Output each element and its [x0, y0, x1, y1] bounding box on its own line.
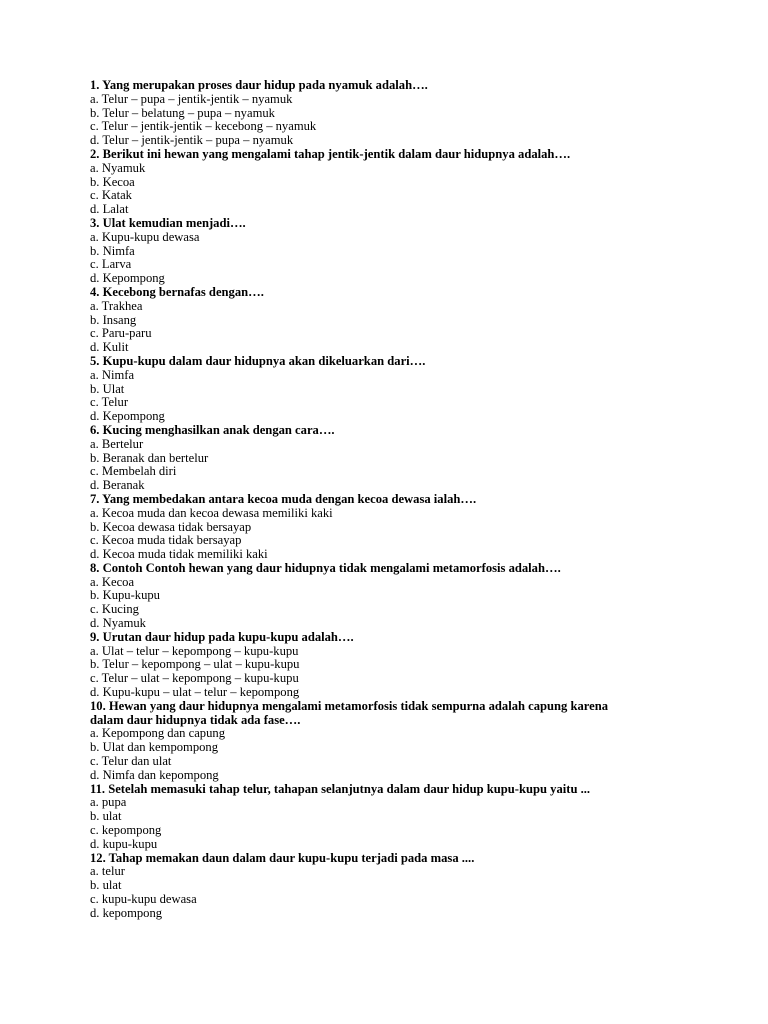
question-text: 11. Setelah memasuki tahap telur, tahapan selanjutnya dalam daur hidup kupu-kupu yaitu ...	[90, 781, 591, 796]
question-7	[90, 493, 680, 562]
option-d: d. Kecoa muda tidak memiliki kaki	[90, 547, 268, 562]
question-2	[90, 148, 680, 217]
option-a: a. Telur – pupa – jentik-jentik – nyamuk	[90, 91, 293, 106]
question-1	[90, 79, 680, 148]
option-d: d. Telur – jentik-jentik – pupa – nyamuk	[90, 133, 294, 148]
option-d: d. Kupu-kupu – ulat – telur – kepompong	[90, 685, 300, 700]
option-b: b. ulat	[90, 809, 122, 824]
option-b: b. Beranak dan bertelur	[90, 450, 209, 465]
option-c: c. kupu-kupu dewasa	[90, 892, 197, 907]
question-text-continued: dalam daur hidupnya tidak ada fase….	[90, 712, 301, 727]
option-d: d. Kepompong	[90, 271, 165, 286]
option-b: b. Ulat dan kempompong	[90, 740, 219, 755]
option-b: b. Kecoa	[90, 174, 135, 189]
option-b: b. Kecoa dewasa tidak bersayap	[90, 519, 252, 534]
question-text: 5. Kupu-kupu dalam daur hidupnya akan dikeluarkan dari….	[90, 353, 426, 368]
question-text: 2. Berikut ini hewan yang mengalami tahap jentik-jentik dalam daur hidupnya adalah….	[90, 146, 571, 161]
option-a: a. Nyamuk	[90, 160, 146, 175]
option-c: c. kepompong	[90, 823, 162, 838]
question-9	[90, 631, 680, 700]
option-c: c. Telur dan ulat	[90, 754, 172, 769]
question-text: 12. Tahap memakan daun dalam daur kupu-kupu terjadi pada masa ....	[90, 850, 475, 865]
question-8	[90, 562, 680, 631]
question-11	[90, 783, 680, 852]
question-3	[90, 217, 680, 286]
option-b: b. Insang	[90, 312, 137, 327]
option-b: b. Telur – kepompong – ulat – kupu-kupu	[90, 657, 300, 672]
option-c: c. Kucing	[90, 602, 139, 617]
option-d: d. Beranak	[90, 478, 145, 493]
option-a: a. Kupu-kupu dewasa	[90, 229, 200, 244]
option-a: a. Trakhea	[90, 298, 143, 313]
option-b: b. Ulat	[90, 381, 125, 396]
option-c: c. Larva	[90, 257, 132, 272]
question-text: 4. Kecebong bernafas dengan….	[90, 284, 264, 299]
option-a: a. Kepompong dan capung	[90, 726, 225, 741]
question-text: 3. Ulat kemudian menjadi….	[90, 215, 246, 230]
option-d: d. kupu-kupu	[90, 836, 158, 851]
question-text: 10. Hewan yang daur hidupnya mengalami metamorfosis tidak sempurna adalah capung karena	[90, 698, 609, 713]
option-d: d. Nimfa dan kepompong	[90, 767, 219, 782]
option-a: a. Kecoa muda dan kecoa dewasa memiliki kaki	[90, 505, 333, 520]
option-d: d. Nyamuk	[90, 616, 146, 631]
question-list	[90, 79, 680, 921]
option-a: a. Bertelur	[90, 436, 144, 451]
question-5	[90, 355, 680, 424]
option-c: c. Telur – jentik-jentik – kecebong – nyamuk	[90, 119, 317, 134]
option-c: c. Telur	[90, 395, 129, 410]
option-b: b. Nimfa	[90, 243, 135, 258]
option-c: c. Membelah diri	[90, 464, 177, 479]
option-a: a. Nimfa	[90, 367, 135, 382]
option-b: b. Kupu-kupu	[90, 588, 160, 603]
option-c: c. Katak	[90, 188, 132, 203]
option-d: d. Kulit	[90, 340, 129, 355]
question-text: 9. Urutan daur hidup pada kupu-kupu adalah….	[90, 629, 354, 644]
question-text: 6. Kucing menghasilkan anak dengan cara….	[90, 422, 335, 437]
option-b: b. Telur – belatung – pupa – nyamuk	[90, 105, 275, 120]
question-4	[90, 286, 680, 355]
question-text: 1. Yang merupakan proses daur hidup pada nyamuk adalah….	[90, 78, 428, 92]
option-d: d. Kepompong	[90, 409, 165, 424]
question-12	[90, 852, 680, 921]
option-d: d. Lalat	[90, 202, 129, 217]
option-a: a. pupa	[90, 795, 127, 810]
question-10	[90, 700, 680, 783]
option-c: c. Paru-paru	[90, 326, 152, 341]
option-d: d. kepompong	[90, 905, 163, 920]
option-c: c. Kecoa muda tidak bersayap	[90, 533, 242, 548]
option-a: a. telur	[90, 864, 125, 879]
option-a: a. Kecoa	[90, 574, 135, 589]
option-b: b. ulat	[90, 878, 122, 893]
question-text: 8. Contoh Contoh hewan yang daur hidupnya tidak mengalami metamorfosis adalah….	[90, 560, 561, 575]
option-a: a. Ulat – telur – kepompong – kupu-kupu	[90, 643, 299, 658]
option-c: c. Telur – ulat – kepompong – kupu-kupu	[90, 671, 299, 686]
question-text: 7. Yang membedakan antara kecoa muda dengan kecoa dewasa ialah….	[90, 491, 477, 506]
question-6	[90, 424, 680, 493]
